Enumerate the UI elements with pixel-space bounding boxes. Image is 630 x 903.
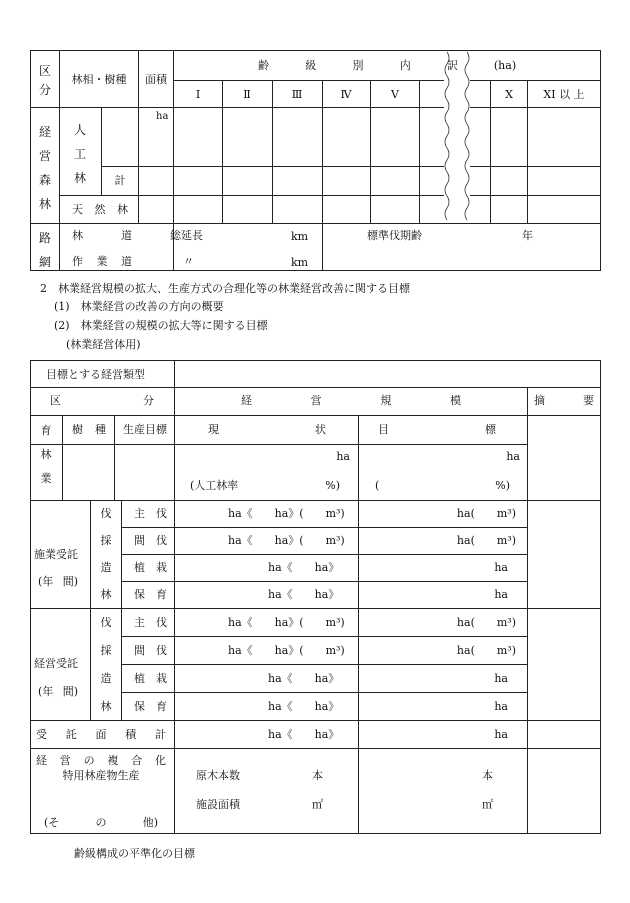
t1-ha-unit: (ha) — [493, 59, 517, 72]
t2-goal-ha: ha — [494, 728, 508, 741]
t2-m2-2: ㎡ — [482, 798, 493, 811]
t2-op-shubatsu-1: 主 伐 — [134, 507, 167, 520]
t1-jinkou-rin: 人 工 林 — [73, 123, 86, 185]
t2-seisan-mokuhyo: 生産目標 — [123, 423, 167, 436]
t2-op-hoiku-2: 保 育 — [134, 700, 167, 713]
t2-zourin-1b: 林 — [100, 588, 112, 601]
t1-km-1: km — [291, 230, 309, 243]
t1-class-11-up: ⅩⅠ 以 上 — [543, 88, 585, 101]
t2-goal-paren: ( — [375, 479, 380, 492]
t1-menseki-header: 面積 — [145, 73, 167, 86]
t2-genboku-honsu: 原木本数 — [196, 769, 240, 782]
t2-bassai-1a: 伐 — [100, 507, 112, 520]
t2-goal-vol: ha( m³) — [456, 616, 516, 629]
t1-class-5: Ⅴ — [391, 88, 399, 101]
t2-mokuhyo-ha: ha — [506, 450, 520, 463]
t2-op-shubatsu-2: 主 伐 — [134, 616, 167, 629]
t2-goal-pct: %) — [495, 479, 510, 492]
t1-keiei-shinrin: 経 営 森 林 — [38, 125, 51, 211]
t1-class-2: Ⅱ — [243, 88, 251, 101]
t2-jutaku-menseki-kei: 受 託 面 積 計 — [36, 728, 166, 741]
t2-zourin-2a: 造 — [100, 672, 112, 685]
t1-reikyu-char: 訳 — [447, 59, 458, 72]
t1-rinso-header: 林相・樹種 — [71, 73, 127, 86]
t2-keiei-kibo-header: 経 営 規 模 — [241, 394, 461, 407]
t1-reikyu-char: 内 — [399, 59, 411, 72]
t2-bassai-2b: 採 — [100, 644, 112, 657]
t2-mokuhyo-header: 目 標 — [378, 423, 496, 436]
t2-zourin-2b: 林 — [100, 700, 112, 713]
t2-genjo-header: 現 状 — [208, 423, 326, 436]
t2-shisetsu-menseki: 施設面積 — [196, 798, 240, 811]
t2-tokuyou-rinsanbutsu: 特用林産物生産 — [62, 769, 140, 782]
t2-mokuhyou-type: 目標とする経営類型 — [46, 368, 145, 381]
t2-sonota: (そ の 他) — [44, 816, 158, 829]
t2-jinkourinritsu: (人工林率 — [190, 479, 239, 492]
t2-goal-vol: ha( m³) — [456, 507, 516, 520]
t2-vol-line: ha《 ha》( m³) — [228, 507, 345, 520]
t1-sou-encho: 総延長 — [170, 229, 203, 242]
t2-genjo-pct: %) — [325, 479, 340, 492]
t1-reikyu-char: 齢 — [258, 59, 269, 72]
t2-sejutaku-label: 施業受託 — [34, 548, 78, 561]
t2-jushu-header: 樹 種 — [72, 423, 106, 436]
t1-tennen-rin: 天 然 林 — [72, 203, 128, 216]
t1-reikyu-char: 別 — [352, 59, 364, 72]
t1-ditto: 〃 — [183, 255, 194, 268]
t2-area-line: ha《 ha》 — [268, 588, 340, 601]
t1-reikyu-char: 級 — [305, 59, 317, 72]
t2-hon-2: 本 — [482, 769, 493, 782]
t2-goal-ha: ha — [494, 672, 508, 685]
t1-reikyu-header — [258, 60, 458, 71]
t2-area-line: ha《 ha》 — [268, 728, 340, 741]
t1-ha-small: ha — [156, 111, 169, 122]
t2-zourin-1a: 造 — [100, 561, 112, 574]
t2-genjo-ha: ha — [336, 450, 350, 463]
section-2-3-subheading: (林業経営体用) — [66, 338, 141, 351]
t2-goal-ha: ha — [494, 561, 508, 574]
t2-tekiyou-header: 摘 要 — [534, 394, 594, 407]
t2-bassai-2a: 伐 — [100, 616, 112, 629]
t1-km-2: km — [291, 256, 309, 269]
footer-reikyu-heijunka: 齢級構成の平準化の目標 — [74, 847, 195, 860]
t2-goal-vol: ha( m³) — [456, 644, 516, 657]
t1-kei: 計 — [114, 174, 126, 187]
t2-area-line: ha《 ha》 — [268, 700, 340, 713]
t2-vol-line: ha《 ha》( m³) — [228, 644, 345, 657]
t2-goal-ha: ha — [494, 700, 508, 713]
t2-op-shokusai-2: 植 栽 — [134, 672, 167, 685]
t2-ikurin-gyo: 育 林 業 — [40, 424, 52, 485]
section-2-1-heading: (1) 林業経営の改善の方向の概要 — [54, 300, 224, 313]
t1-rindo: 林 道 — [72, 229, 132, 242]
t2-op-shokusai-1: 植 栽 — [134, 561, 167, 574]
t2-bassai-1b: 採 — [100, 534, 112, 547]
t2-goal-ha: ha — [494, 588, 508, 601]
t1-class-4: Ⅳ — [340, 88, 352, 101]
t2-vol-line: ha《 ha》( m³) — [228, 534, 345, 547]
t1-class-1: Ⅰ — [195, 88, 201, 101]
t2-op-kanbatsu-1: 間 伐 — [134, 534, 167, 547]
t2-op-hoiku-1: 保 育 — [134, 588, 167, 601]
t1-class-3: Ⅲ — [291, 88, 303, 101]
t2-goal-vol: ha( m³) — [456, 534, 516, 547]
t1-kubun-label-2: 分 — [38, 83, 52, 97]
section-2-2-heading: (2) 林業経営の規模の拡大等に関する目標 — [54, 319, 268, 332]
t2-vol-line: ha《 ha》( m³) — [228, 616, 345, 629]
t1-class-10: Ⅹ — [505, 88, 513, 101]
t2-op-kanbatsu-2: 間 伐 — [134, 644, 167, 657]
t1-romo: 路 網 — [38, 231, 51, 269]
t2-hon-1: 本 — [312, 769, 323, 782]
t1-nen: 年 — [522, 229, 533, 242]
t2-area-line: ha《 ha》 — [268, 672, 340, 685]
t2-nenkan-2: (年 間) — [38, 685, 78, 698]
t1-hyojun-bakkirei: 標準伐期齢 — [367, 229, 422, 242]
t2-nenkan-1: (年 間) — [38, 575, 78, 588]
t1-sagyodo: 作 業 道 — [72, 255, 132, 268]
section-2-heading: 2 林業経営規模の拡大、生産方式の合理化等の林業経営改善に関する目標 — [40, 282, 410, 295]
t2-m2-1: ㎡ — [312, 798, 323, 811]
t2-keieitaku-label: 経営受託 — [34, 657, 78, 670]
t2-fukugouka: 経 営 の 複 合 化 — [36, 754, 166, 767]
t1-kubun-label: 区 — [38, 64, 52, 78]
t2-area-line: ha《 ha》 — [268, 561, 340, 574]
t2-kubun-header: 区 分 — [50, 394, 154, 407]
